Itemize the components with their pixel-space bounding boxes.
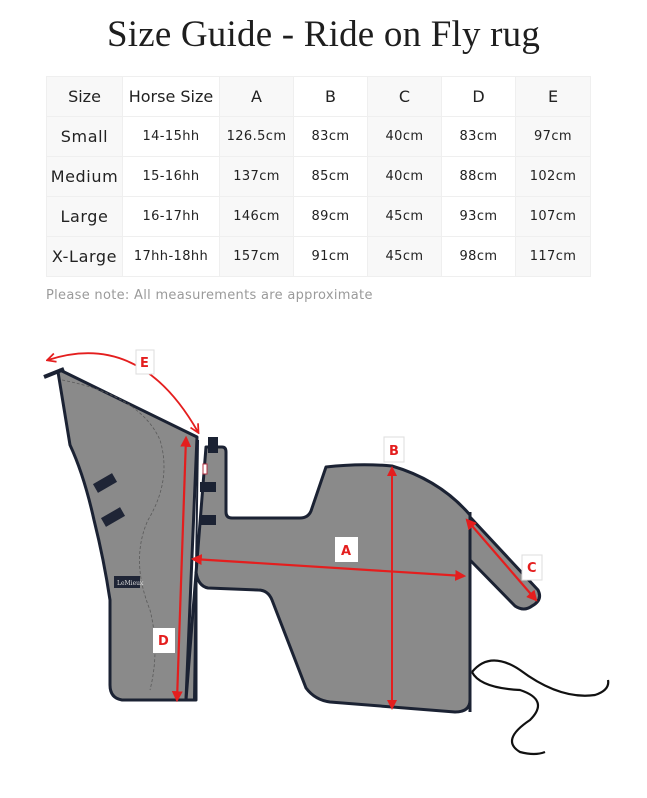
- cell-a: 146cm: [220, 197, 294, 237]
- page-title: Size Guide - Ride on Fly rug: [106, 14, 541, 55]
- column-header-b: B: [294, 77, 368, 117]
- table-row: [47, 117, 591, 157]
- cell-c: 45cm: [368, 237, 442, 277]
- rug-measurement-diagram: [0, 320, 647, 798]
- column-header-size: Size: [47, 77, 123, 117]
- label-b: [384, 437, 404, 462]
- cell-a: 126.5cm: [220, 117, 294, 157]
- svg-text:A: A: [341, 544, 352, 559]
- cell-a: 157cm: [220, 237, 294, 277]
- cell-b: 89cm: [294, 197, 368, 237]
- cell-horse-size: 16-17hh: [123, 197, 220, 237]
- cell-size: Small: [47, 117, 123, 157]
- cell-e: 102cm: [516, 157, 591, 197]
- cell-size: X-Large: [47, 237, 123, 277]
- column-header-c: C: [368, 77, 442, 117]
- cell-a: 137cm: [220, 157, 294, 197]
- table-header-row: [47, 77, 591, 117]
- column-header-horse-size: Horse Size: [123, 77, 220, 117]
- cell-horse-size: 17hh-18hh: [123, 237, 220, 277]
- cell-d: 93cm: [442, 197, 516, 237]
- cell-b: 85cm: [294, 157, 368, 197]
- measurement-note: Please note: All measurements are approximate: [46, 288, 373, 303]
- cell-e: 117cm: [516, 237, 591, 277]
- svg-text:D: D: [158, 634, 169, 649]
- table-row: [47, 237, 591, 277]
- label-d: [153, 628, 175, 653]
- surcingle-cord: [472, 660, 608, 754]
- cell-b: 83cm: [294, 117, 368, 157]
- cell-horse-size: 14-15hh: [123, 117, 220, 157]
- cell-c: 40cm: [368, 157, 442, 197]
- label-a: [335, 537, 358, 562]
- svg-text:C: C: [527, 561, 537, 576]
- cell-b: 91cm: [294, 237, 368, 277]
- column-header-d: D: [442, 77, 516, 117]
- cell-c: 40cm: [368, 117, 442, 157]
- label-e: [136, 350, 154, 374]
- cell-size: Medium: [47, 157, 123, 197]
- cell-d: 83cm: [442, 117, 516, 157]
- table-row: [47, 157, 591, 197]
- column-header-a: A: [220, 77, 294, 117]
- svg-text:B: B: [389, 444, 399, 459]
- svg-text:E: E: [140, 356, 149, 371]
- rug-body-shape: [186, 440, 540, 712]
- cell-e: 107cm: [516, 197, 591, 237]
- label-c: [522, 555, 542, 580]
- cell-size: Large: [47, 197, 123, 237]
- cell-c: 45cm: [368, 197, 442, 237]
- svg-text:LeMieux: LeMieux: [117, 580, 144, 587]
- table-row: [47, 197, 591, 237]
- cell-e: 97cm: [516, 117, 591, 157]
- cell-d: 88cm: [442, 157, 516, 197]
- cell-horse-size: 15-16hh: [123, 157, 220, 197]
- column-header-e: E: [516, 77, 591, 117]
- size-guide-table: [46, 76, 591, 277]
- cell-d: 98cm: [442, 237, 516, 277]
